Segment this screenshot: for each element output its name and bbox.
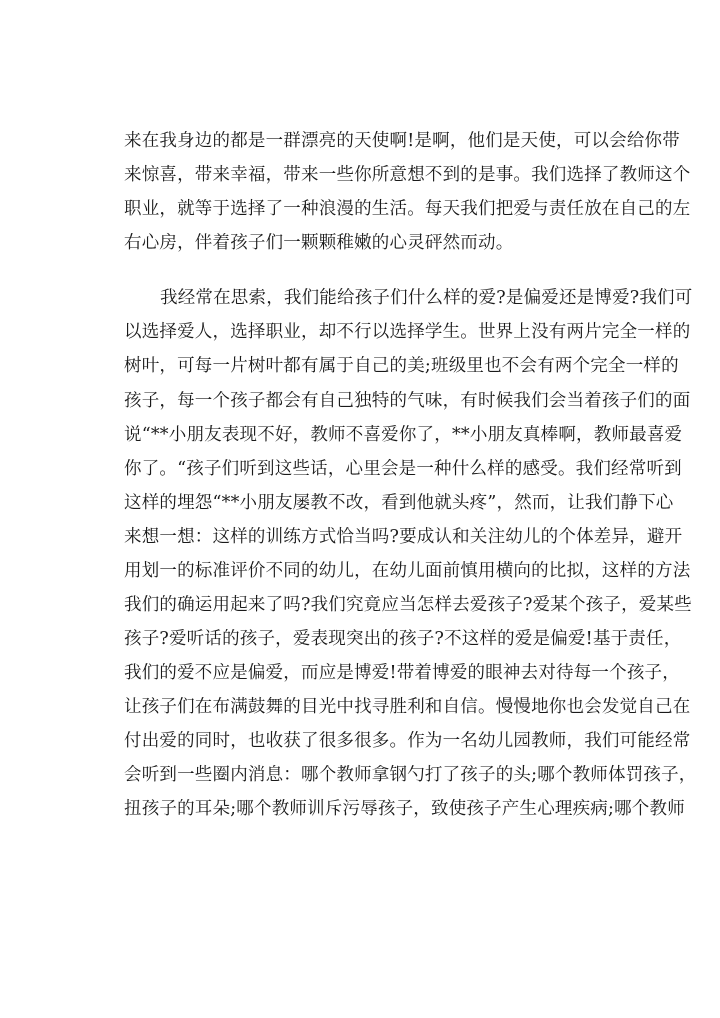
paragraph-2-line-16: 扭孩子的耳朵;哪个教师训斥污辱孩子，致使孩子产生心理疾病;哪个教师 [124,799,685,819]
paragraph-2-line-5: 说“**小朋友表现不好，教师不喜爱你了，**小朋友真棒啊，教师最喜爱 [124,425,683,445]
paragraph-2-line-7: 这样的埋怨“**小朋友屡教不改，看到他就头疼”，然而，让我们静下心 [124,493,674,513]
paragraph-2-line-12: 我们的爱不应是偏爱，而应是博爱!带着博爱的眼神去对待每一个孩子， [124,663,680,683]
paragraph-1-line-2: 来惊喜，带来幸福，带来一些你所意想不到的是事。我们选择了教师这个 [124,165,691,185]
paragraph-1-line-3: 职业，就等于选择了一种浪漫的生活。每天我们把爱与责任放在自己的左 [124,199,691,219]
paragraph-2-line-14: 付出爱的同时，也收获了很多很多。作为一名幼儿园教师，我们可能经常 [124,731,691,751]
paragraph-2-line-10: 我们的确运用起来了吗?我们究竟应当怎样去爱孩子?爱某个孩子，爱某些 [124,595,692,615]
paragraph-2-line-1: 我经常在思索，我们能给孩子们什么样的爱?是偏爱还是博爱?我们可 [160,288,693,308]
paragraph-2-line-4: 孩子，每一个孩子都会有自己独特的气味，有时候我们会当着孩子们的面 [124,391,691,411]
paragraph-2-line-6: 你了。“孩子们听到这些话，心里会是一种什么样的感受。我们经常听到 [124,459,682,479]
paragraph-2-line-2: 以选择爱人，选择职业，却不行以选择学生。世界上没有两片完全一样的 [124,322,691,342]
paragraph-2-line-9: 用划一的标准评价不同的幼儿，在幼儿面前慎用横向的比拟，这样的方法 [124,561,691,581]
paragraph-1-line-1: 来在我身边的都是一群漂亮的天使啊!是啊，他们是天使，可以会给你带 [124,131,680,151]
paragraph-1-line-4: 右心房，伴着孩子们一颗颗稚嫩的心灵砰然而动。 [124,233,514,253]
paragraph-2-line-3: 树叶，可每一片树叶都有属于自己的美;班级里也不会有两个完全一样的 [124,356,679,376]
paragraph-2-line-13: 让孩子们在布满鼓舞的目光中找寻胜利和自信。慢慢地你也会发觉自己在 [124,697,691,717]
paragraph-2-line-8: 来想一想：这样的训练方式恰当吗?要成认和关注幼儿的个体差异，避开 [124,527,683,547]
paragraph-2-line-11: 孩子?爱听话的孩子，爱表现突出的孩子?不这样的爱是偏爱!基于责任， [124,629,682,649]
paragraph-2-line-15: 会听到一些圈内消息：哪个教师拿钢勺打了孩子的头;哪个教师体罚孩子， [124,765,697,785]
